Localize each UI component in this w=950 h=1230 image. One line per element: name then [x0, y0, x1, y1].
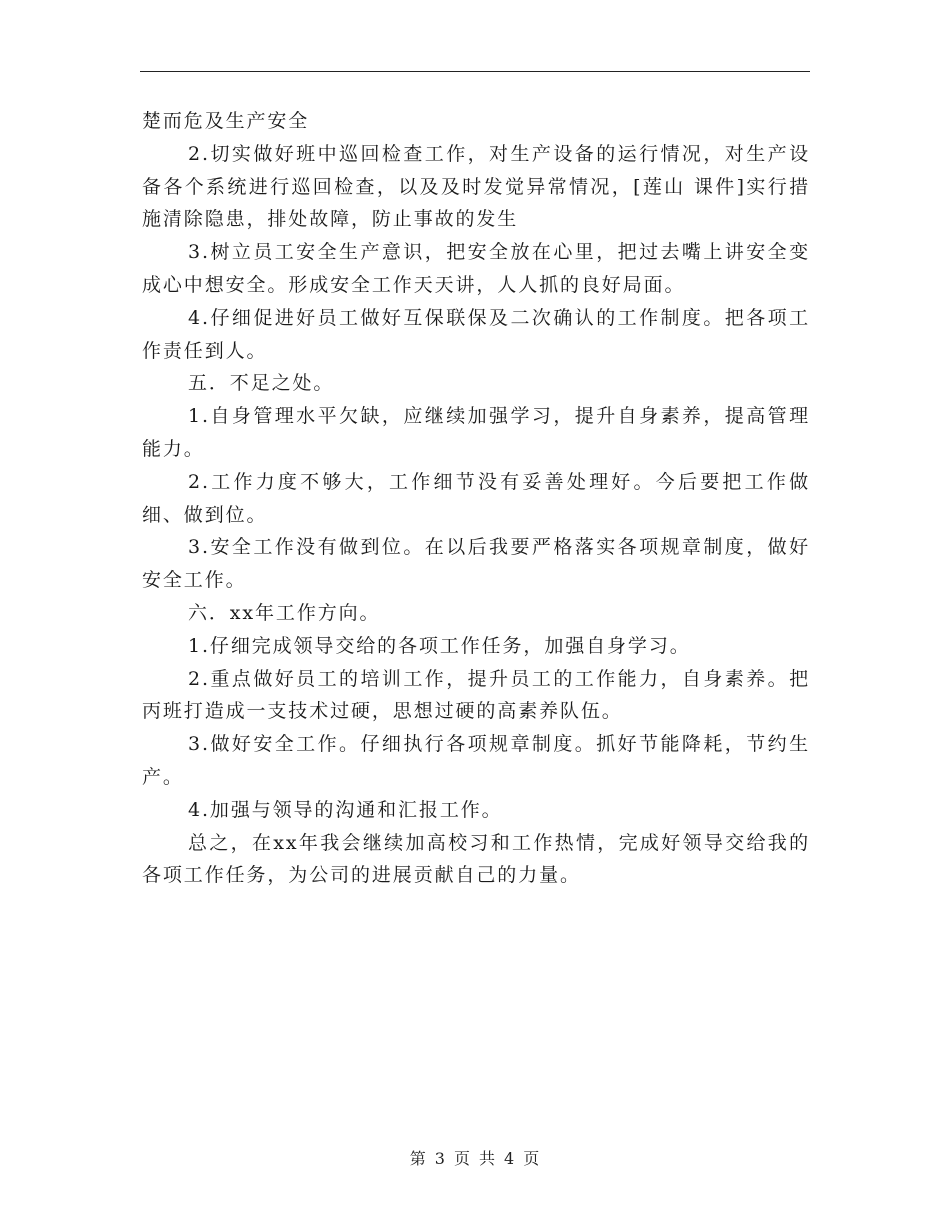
section-heading: 五．不足之处。 — [188, 372, 335, 395]
paragraph: 2.重点做好员工的培训工作，提升员工的工作能力，自身素养。把丙班打造成一支技术过硬，思想过硬的高素养队伍。 — [142, 667, 810, 723]
paragraph: 1.自身管理水平欠缺，应继续加强学习，提升自身素养，提高管理能力。 — [142, 405, 810, 460]
footer-label-pages: 页 — [523, 1149, 541, 1168]
header-rule — [140, 71, 810, 72]
paragraph: 4.加强与领导的沟通和汇报工作。 — [188, 798, 503, 821]
paragraph: 3.安全工作没有做到位。在以后我要严格落实各项规章制度，做好安全工作。 — [142, 536, 810, 592]
page-footer — [0, 1146, 950, 1169]
section-heading: 六．xx年工作方向。 — [188, 601, 381, 624]
paragraph: 4.仔细促进好员工做好互保联保及二次确认的工作制度。把各项工作责任到人。 — [142, 306, 810, 362]
paragraph: 2.切实做好班中巡回检查工作，对生产设备的运行情况，对生产设备各个系统进行巡回检查，以及及时发觉异常情况，[莲山 课件]实行措施清除隐患，排处故障，防止事故的发生 — [142, 142, 810, 231]
footer-label-page: 第 — [409, 1149, 427, 1168]
footer-label-total: 共 — [479, 1149, 497, 1168]
footer-current-page: 3 — [434, 1149, 446, 1168]
document-body — [142, 105, 810, 892]
paragraph: 楚而危及生产安全 — [142, 110, 310, 132]
paragraph: 3.树立员工安全生产意识，把安全放在心里，把过去嘴上讲安全变成心中想安全。形成安全工作天天讲，人人抓的良好局面。 — [142, 241, 810, 296]
footer-total-pages: 4 — [504, 1149, 516, 1168]
paragraph: 2.工作力度不够大，工作细节没有妥善处理好。今后要把工作做细、做到位。 — [142, 470, 810, 526]
paragraph: 总之，在xx年我会继续加高校习和工作热情，完成好领导交给我的各项工作任务，为公司的进展贡献自己的力量。 — [142, 831, 810, 887]
paragraph: 1.仔细完成领导交给的各项工作任务，加强自身学习。 — [188, 634, 691, 657]
footer-label-of-page: 页 — [453, 1149, 471, 1168]
paragraph: 3.做好安全工作。仔细执行各项规章制度。抓好节能降耗，节约生产。 — [142, 733, 810, 788]
